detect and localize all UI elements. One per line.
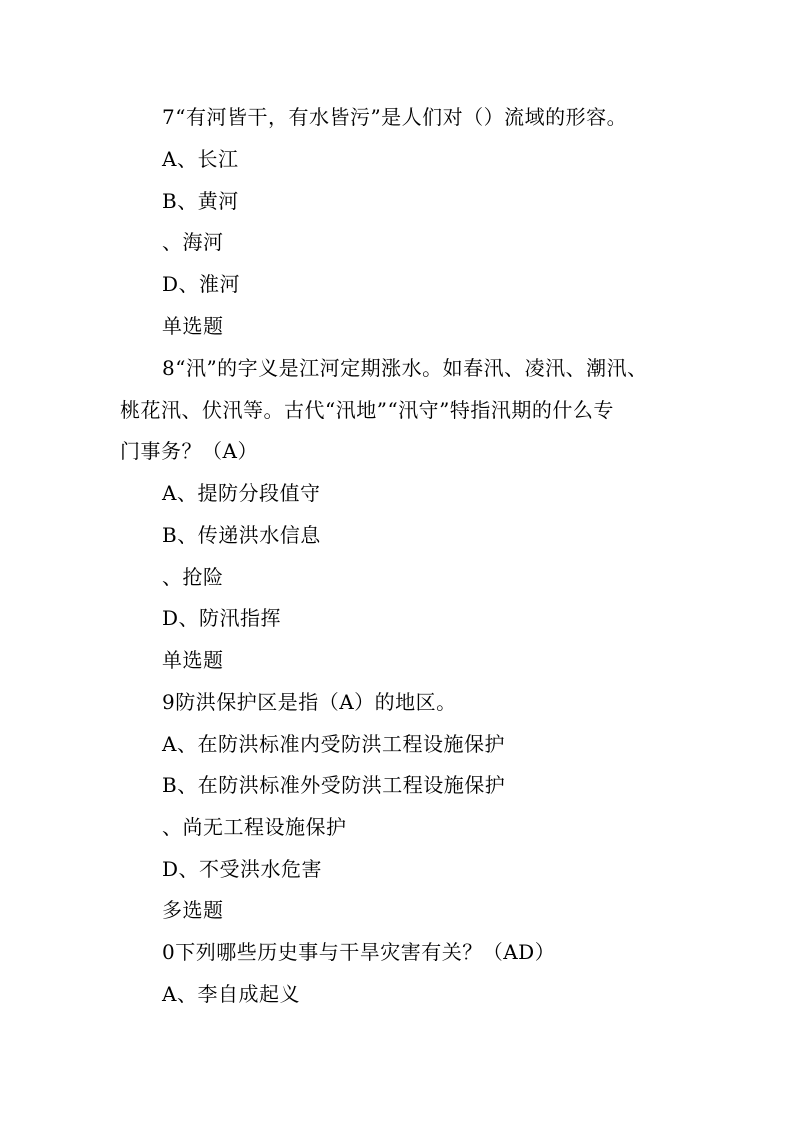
q8-option-d: D、防汛指挥	[162, 606, 282, 630]
question-type-label: 多选题	[162, 898, 224, 922]
question-type-label: 单选题	[162, 648, 224, 672]
question-9-text: 9防洪保护区是指（A）的地区。	[162, 690, 457, 714]
question-8-text-line-2: 桃花汛、伏汛等。古代“汛地”“汛守”特指汛期的什么专	[120, 398, 614, 422]
question-type-label: 单选题	[162, 314, 224, 338]
q7-option-b: B、黄河	[162, 189, 239, 213]
q10-option-a: A、李自成起义	[162, 982, 300, 1006]
q9-option-b: B、在防洪标准外受防洪工程设施保护	[162, 773, 506, 797]
question-8-text-line-3: 门事务？（A）	[120, 439, 258, 463]
q8-option-b: B、传递洪水信息	[162, 523, 321, 547]
q9-option-c: 、尚无工程设施保护	[162, 815, 347, 839]
q7-option-d: D、淮河	[162, 272, 241, 296]
q7-option-c: 、海河	[162, 230, 224, 254]
q8-option-a: A、提防分段值守	[162, 481, 321, 505]
question-7-text: 7“有河皆干，有水皆污”是人们对（）流域的形容。	[162, 105, 628, 129]
question-10-text: 0下列哪些历史事与干旱灾害有关？（AD）	[162, 940, 556, 964]
q7-option-a: A、长江	[162, 147, 239, 171]
question-8-text-line-1: 8“汛”的字义是江河定期涨水。如春汛、凌汛、潮汛、	[162, 356, 648, 380]
q9-option-a: A、在防洪标准内受防洪工程设施保护	[162, 732, 505, 756]
q9-option-d: D、不受洪水危害	[162, 857, 323, 881]
q8-option-c: 、抢险	[162, 565, 224, 589]
